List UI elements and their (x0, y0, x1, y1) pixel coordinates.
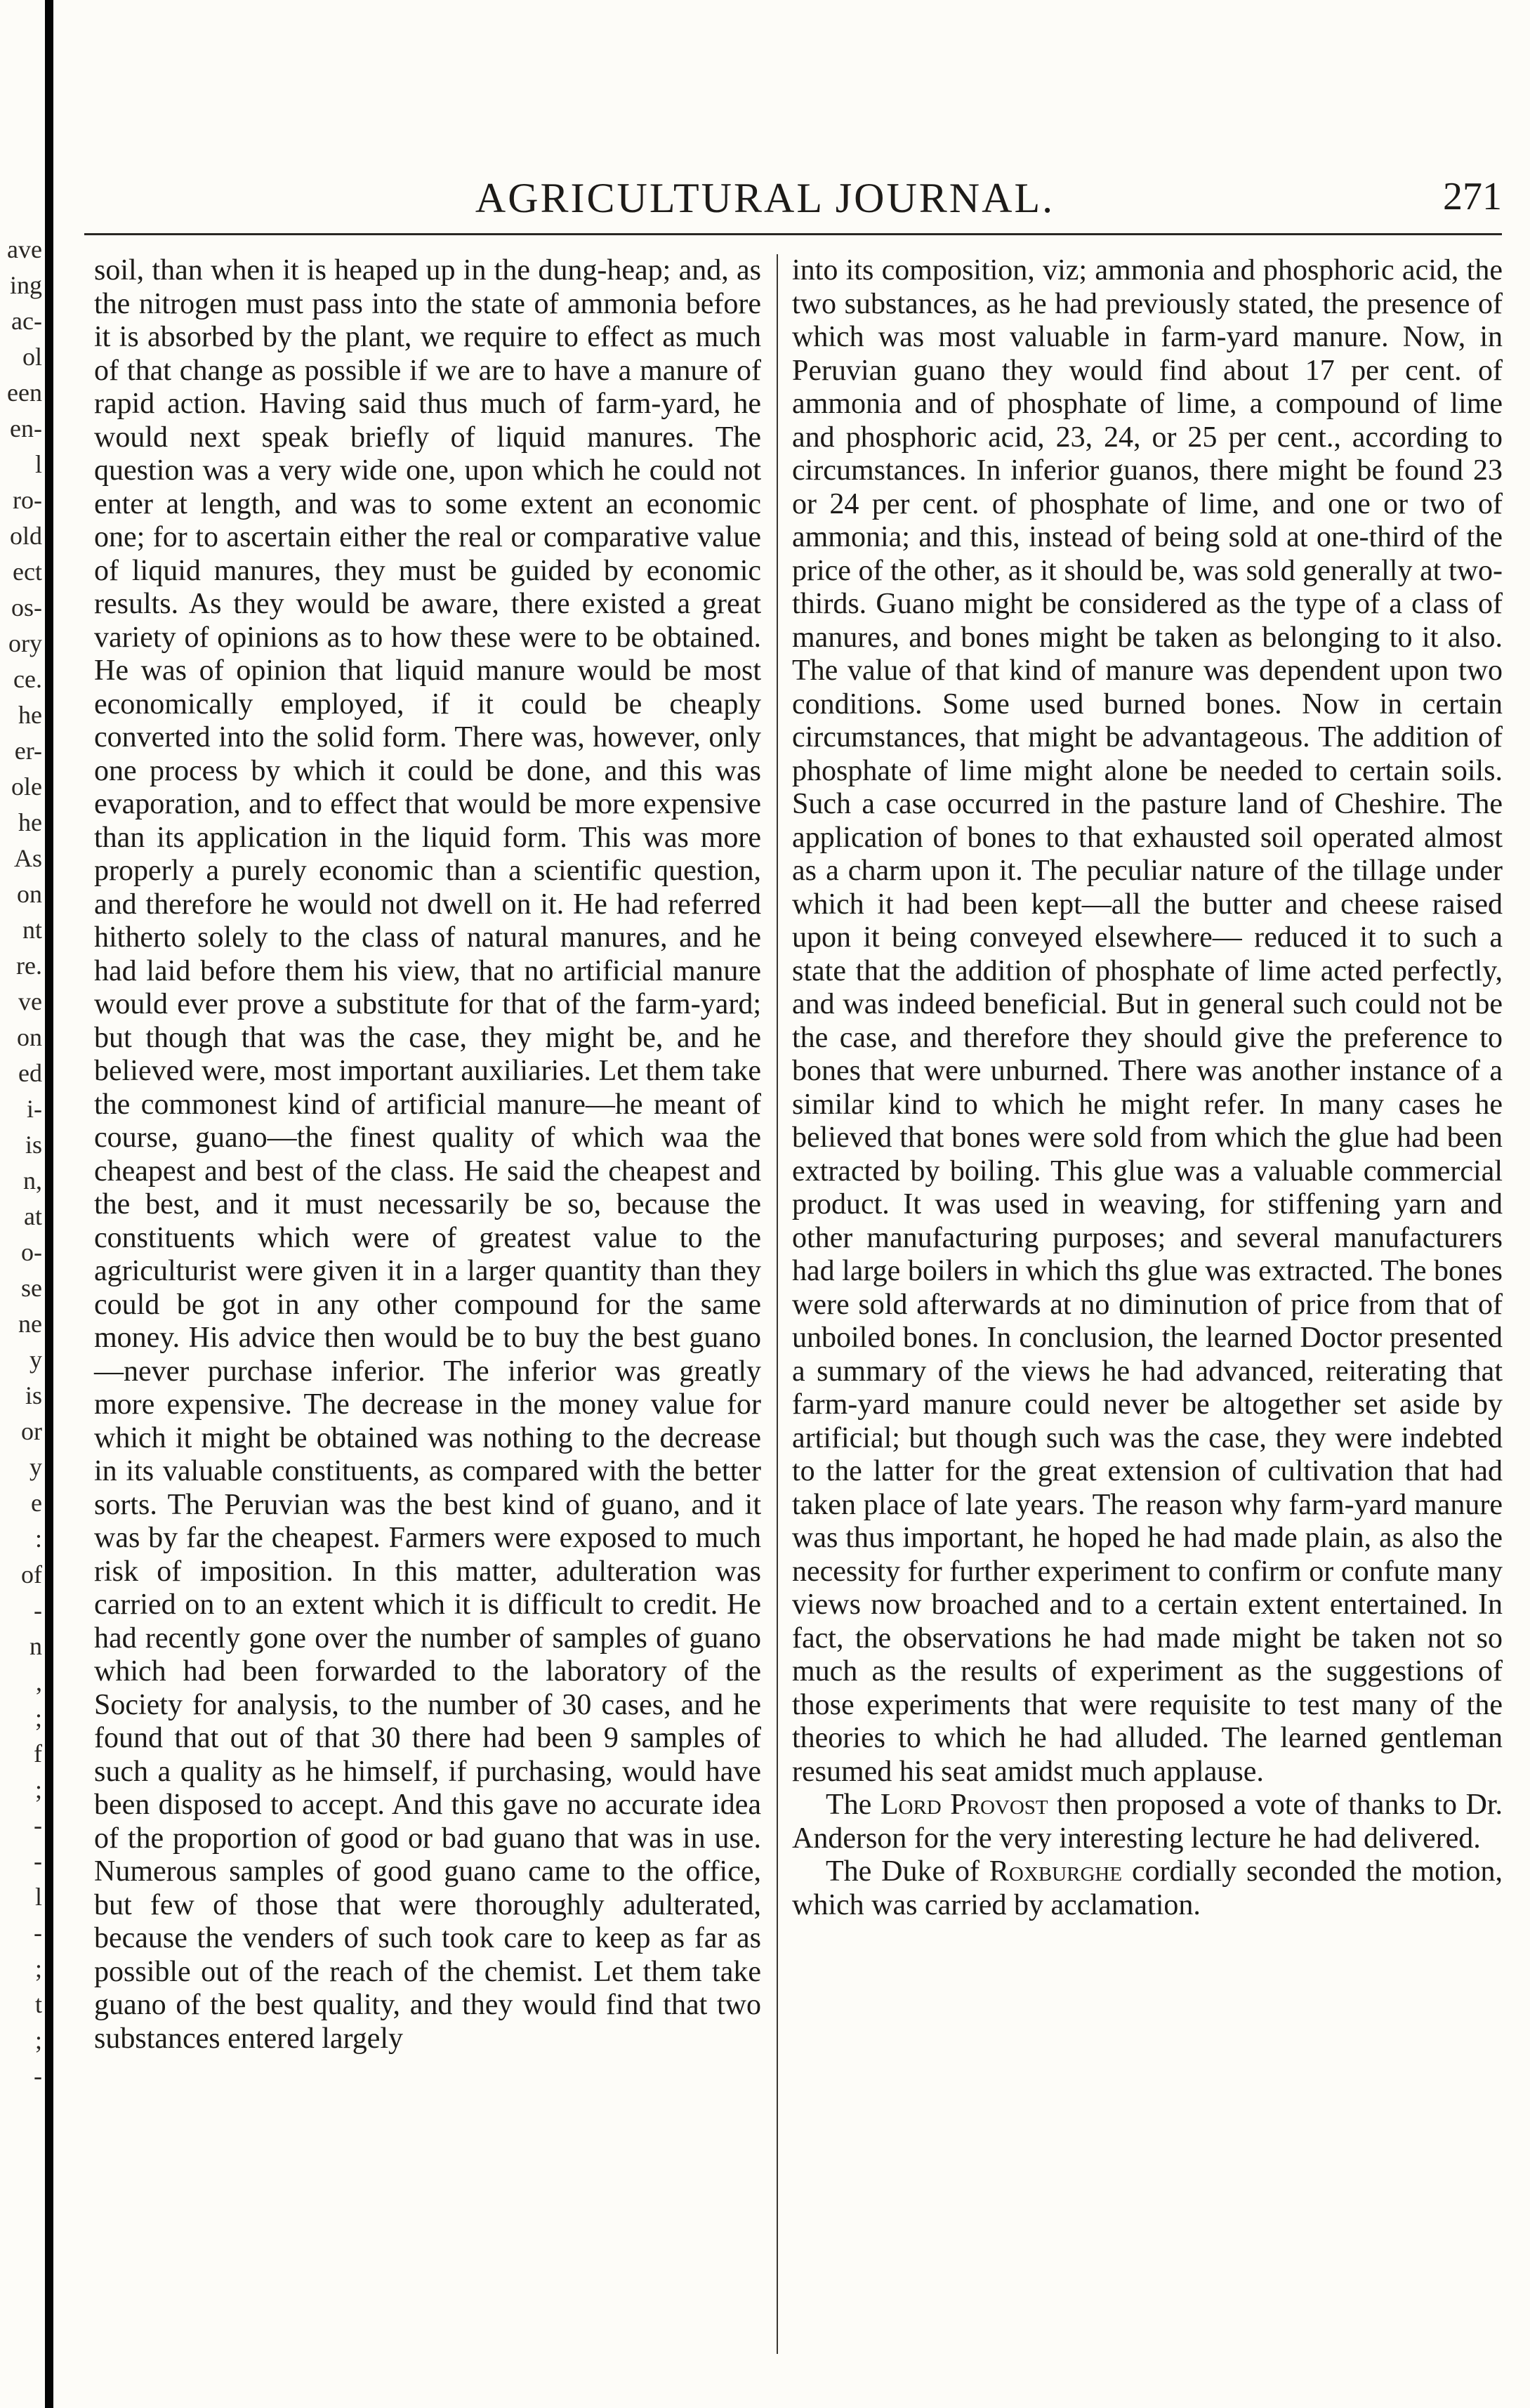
edge-fragment: , (36, 1668, 42, 1696)
edge-fragment: at (24, 1202, 42, 1230)
p3-post: cordially seconded the motion, which was carried by acclamation. (792, 1855, 1503, 1921)
edge-fragment: ; (34, 1775, 42, 1803)
edge-fragment: y (29, 1346, 42, 1374)
edge-fragment: is (25, 1131, 42, 1159)
edge-fragment: os- (11, 593, 42, 621)
edge-fragment: f (34, 1739, 42, 1768)
edge-fragment: old (9, 522, 42, 550)
edge-fragment: - (34, 2062, 42, 2090)
edge-fragment: ce. (13, 665, 42, 693)
edge-fragment: ac- (11, 307, 42, 335)
p3-pre: The Duke of (826, 1855, 989, 1888)
edge-fragment: ory (8, 629, 42, 657)
edge-fragment: of (21, 1560, 42, 1588)
edge-fragment: re. (16, 952, 42, 980)
edge-fragment: - (34, 1847, 42, 1875)
edge-fragment: : (34, 1525, 42, 1553)
edge-fragment: is (25, 1381, 42, 1409)
edge-fragment: n (29, 1632, 42, 1660)
edge-fragment: een (7, 379, 42, 407)
edge-fragment: ol (22, 343, 42, 371)
p2-post: then proposed a vote of thanks to Dr. Anderson for the very interesting lecture he had delivered. (792, 1789, 1503, 1855)
edge-fragment: he (18, 701, 42, 729)
header-rule (84, 233, 1502, 235)
edge-fragment: nt (22, 916, 42, 944)
edge-fragment: on (17, 880, 42, 908)
adjacent-page-edge (0, 232, 44, 2367)
lord-provost-name: Lord Provost (880, 1789, 1048, 1821)
edge-fragment: en- (10, 414, 42, 442)
edge-fragment: ve (18, 987, 42, 1015)
edge-fragment: ; (34, 1954, 42, 1982)
edge-fragment: - (34, 1919, 42, 1947)
edge-fragment: ave (7, 235, 42, 263)
edge-fragment: on (17, 1023, 42, 1051)
edge-fragment: As (13, 844, 42, 872)
right-column (792, 254, 1503, 1922)
edge-fragment: y (29, 1453, 42, 1481)
edge-fragment: - (34, 1811, 42, 1839)
edge-fragment: ing (9, 271, 42, 299)
edge-fragment: ole (11, 772, 42, 801)
edge-fragment: se (21, 1274, 42, 1302)
p2-pre: The (826, 1789, 881, 1821)
right-column-text: into its composition, viz; ammonia and phosphoric acid, the two substances, as he had previously stated, the presence of which was most valuable in farm-yard manure. Now, in Peruvian guano they would find about 17 per cent. of ammonia and of phosphate of lime, a compound of lime and phosphoric acid, 23, 24, or 25 per cent., according to circumstances. In inferior guanos, there might be found 23 or 24 per cent. of phosphate of lime, and one or two of ammonia; and this, instead of being sold at one-third of the price of the other, as it should be, was sold generally at two-thirds. Guano might be considered as the type of a class of manures, and bones might be taken as belonging to it also. The value of that kind of manure was dependent upon two conditions. Some used burned bones. Now in certain circumstances, that might be advantageous. The addition of phosphate of lime might alone be needed to certain soils. Such a case occurred in the pasture land of Cheshire. The application of bones to that exhausted soil operated almost as a charm upon it. The peculiar nature of the tillage under which it had been kept—all the butter and cheese raised upon it being conveyed elsewhere— reduced it to such a state that the addition of phosphate of lime acted perfectly, and was indeed beneficial. But in general such could not be the case, and therefore they should give the preference to bones that were unburned. There was another instance of a similar kind to which he might refer. In many cases he believed that bones were sold from which the glue had been extracted by boiling. This glue was a valuable commercial product. It was used in weaving, for stiffening yarn and other manufacturing purposes; and several manufacturers had large boilers in which ths glue was extracted. The bones were sold afterwards at no diminution of price from that of unboiled bones. In conclusion, the learned Doctor presented a summary of the views he had advanced, reiterating that farm-yard manure could never be altogether set aside by artificial; but though such was the case, they were indebted to the latter for the great extension of cultivation that had taken place of late years. The reason why farm-yard manure was thus important, he hoped he had made plain, as also the necessity for further experiment to confirm or confute many views now broached and to a certain extent entertained. In fact, the observations he had made might be taken not so much as the results of experiment as the suggestions of those experiments that were requisite to test many of the theories to which he had alluded. The learned gentleman resumed his seat amidst much applause. (792, 254, 1503, 1788)
edge-fragment: l (34, 450, 42, 478)
left-column (94, 254, 761, 2055)
edge-fragment: or (21, 1417, 42, 1445)
edge-fragment: he (18, 808, 42, 836)
book-spine-shadow (45, 0, 53, 2408)
edge-fragment: ro- (13, 486, 42, 514)
column-divider (777, 254, 778, 2354)
running-header-title: AGRICULTURAL JOURNAL. (475, 175, 1055, 221)
edge-fragment: o- (21, 1238, 42, 1266)
edge-fragment: er- (14, 737, 42, 765)
edge-fragment: ; (34, 2026, 42, 2054)
left-column-text: soil, than when it is heaped up in the dung-heap; and, as the nitrogen must pass into the state of ammonia before it is absorbed by the plant, we require to effect as much of that change as possible if we are to have a manure of rapid action. Having said thus much of farm-yard, he would next speak briefly of liquid manures. The question was a very wide one, upon which he could not enter at length, and was to some extent an economic one; for to ascertain either the real or comparative value of liquid manures, they must be guided by economic results. As they would be aware, there existed a great variety of opinions as to how these were to be obtained. He was of opinion that liquid manure would be most economically employed, if it could be cheaply converted into the solid form. There was, however, only one process by which it could be done, and this was evaporation, and to effect that would be more expensive than its application in the liquid form. This was more properly a purely economic than a scientific question, and therefore he would not dwell on it. He had referred hitherto solely to the class of natural manures, and he had laid before them his view, that no artificial manure would ever prove a substitute for that of the farm-yard; but though that was the case, they might be, and he believed were, most important auxiliaries. Let them take the commonest kind of artificial manure—he meant of course, guano—the finest quality of which waa the cheapest and best of the class. He said the cheapest and the best, and it must necessarily be so, because the constituents which were of greatest value to the agriculturist were given it in a larger quantity than they could be got in any other compound for the same money. His advice then would be to buy the best guano—never purchase inferior. The inferior was greatly more expensive. The decrease in the money value for which it might be obtained was nothing to the decrease in its valuable constituents, as compared with the better sorts. The Peruvian was the best kind of guano, and it was by far the cheapest. Farmers were exposed to much risk of imposition. In this matter, adulteration was carried on to an extent which it is difficult to credit. He had recently gone over the number of samples of guano which had been forwarded to the laboratory of the Society for analysis, to the number of 30 cases, and he found that out of that 30 there had been 9 samples of such a quality as he himself, if purchasing, would have been disposed to accept. And this gave no accurate idea of the proportion of good or bad guano that was in use. Numerous samples of good guano came to the office, but few of those that were thoroughly adulterated, because the venders of such took care to keep as far as possible out of the reach of the chemist. Let them take guano of the best quality, and they would find that two substances entered largely (94, 254, 761, 2055)
seconding-paragraph (792, 1855, 1503, 1922)
edge-fragment: ect (13, 558, 42, 586)
page-number: 271 (1443, 175, 1502, 218)
edge-fragment: ne (18, 1310, 42, 1338)
edge-fragment: n, (23, 1166, 42, 1195)
vote-of-thanks-paragraph (792, 1789, 1503, 1855)
edge-fragment: ed (18, 1059, 42, 1087)
edge-fragment: t (34, 1990, 42, 2018)
duke-name: Roxburghe (989, 1855, 1123, 1888)
edge-fragment: i- (27, 1095, 42, 1123)
edge-fragment: l (34, 1883, 42, 1911)
edge-fragment: - (34, 1596, 42, 1624)
edge-fragment: ; (34, 1704, 42, 1732)
edge-fragment: e (31, 1489, 42, 1517)
